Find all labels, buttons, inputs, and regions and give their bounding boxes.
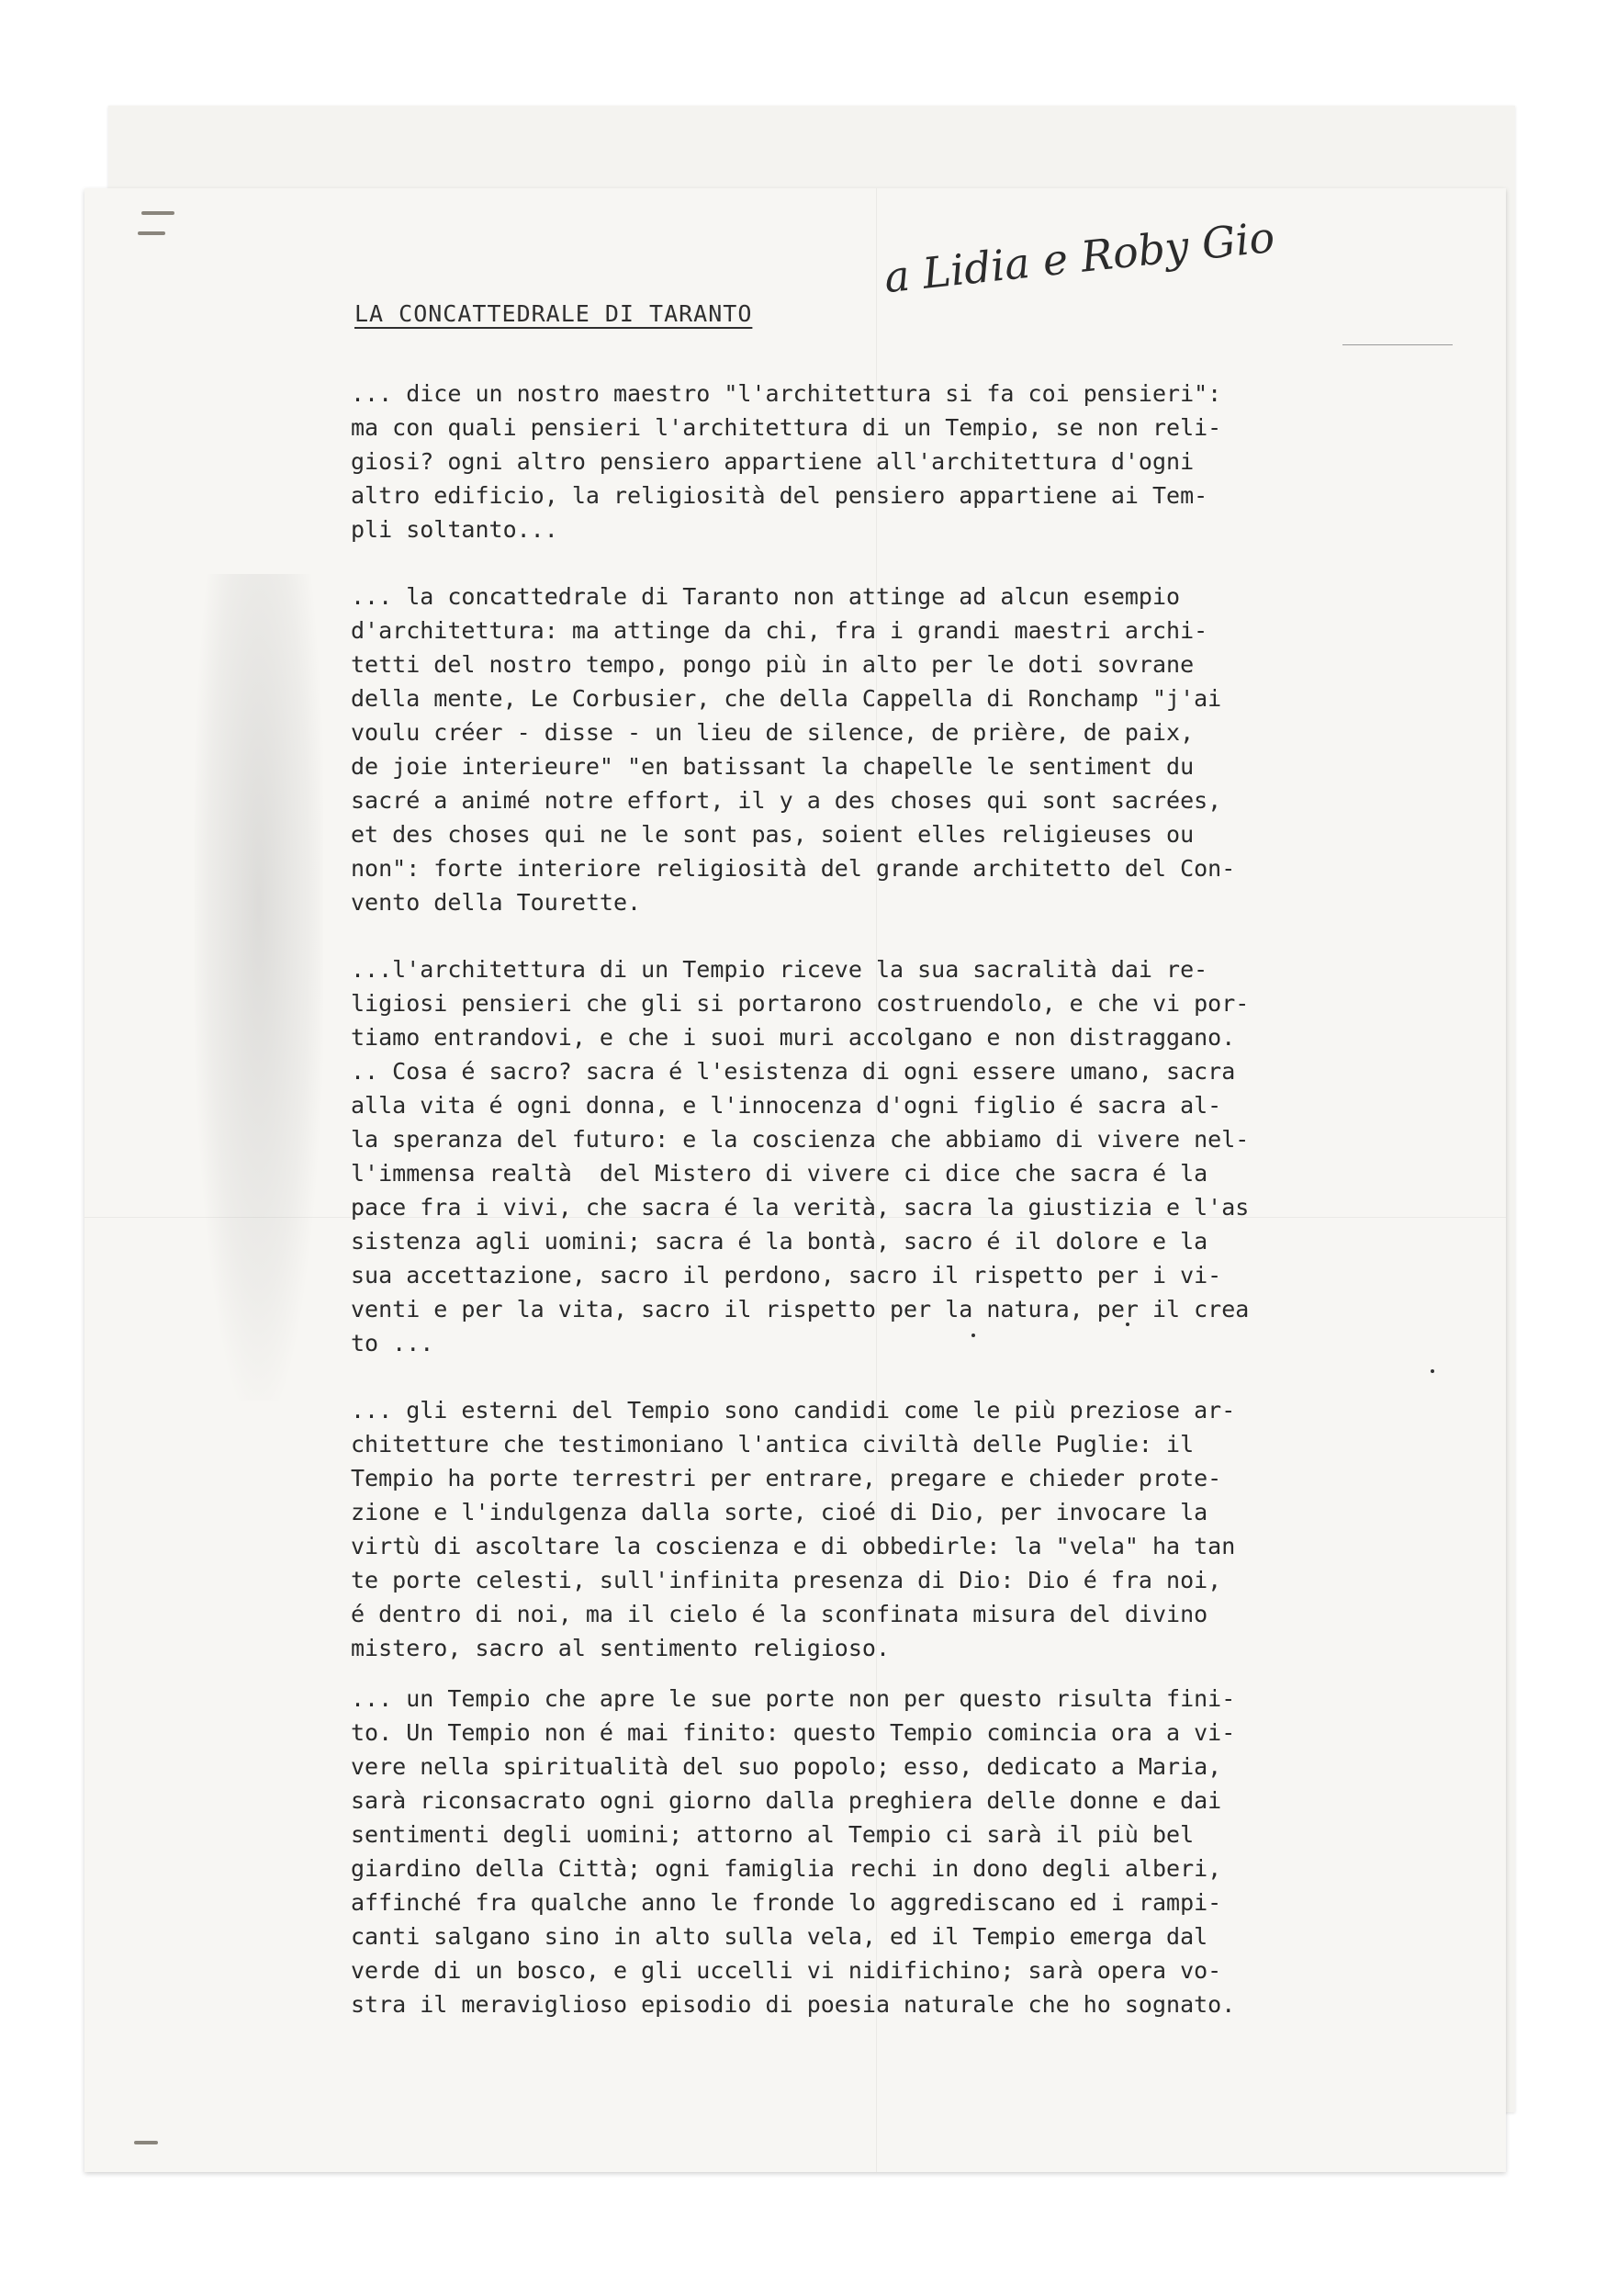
paragraph-5: ... un Tempio che apre le sue porte non per questo risulta fini- to. Un Tempio non é mai finito: questo Tempio comincia ora a vi- vere nella spiritualità del suo popolo; esso, dedicato a Maria, sarà riconsacrato ogni giorno dalla preghiera delle donne e dai sentimenti degli uomini; attorno al Tempio ci sarà il più bel giardino della Città; ogni famiglia rechi in dono degli alberi, affinché fra qualche anno le fronde lo aggrediscano ed i rampi- canti salgano sino in alto sulla vela, ed il Tempio emerga dal verde di un bosco, e gli uccelli vi nidifichino; sarà opera vo- stra il meraviglioso episodio di poesia naturale che ho sognato.	[351, 1685, 1236, 2018]
handwritten-dedication: a Lidia e Roby Gio	[881, 211, 1277, 303]
document-title: LA CONCATTEDRALE DI TARANTO	[354, 300, 753, 327]
paragraph-3: ...l'architettura di un Tempio riceve la sua sacralità dai re- ligiosi pensieri che gli si portarono costruendolo, e che vi por- tiamo entrandovi, e che i suoi muri accolgano e non distraggano. .. Cosa é sacro? sacra é l'esistenza di ogni essere umano, sacra alla vita é ogni donna, e l'innocenza d'ogni figlio é sacra al- la speranza del futuro: e la coscienza che abbiamo di vivere nel- l'immensa realtà del Mistero di vivere ci dice che sacra é la pace fra i vivi, che sacra é la verità, sacra la giustizia e l'as sistenza agli uomini; sacra é la bontà, sacro é il dolore e la sua accettazione, sacro il perdono, sacro il rispetto per i vi- venti e per la vita, sacro il rispetto per la natura, per il crea to ...	[351, 956, 1250, 1356]
toner-smudge	[195, 574, 323, 1401]
staple-mark-top-2	[138, 231, 165, 235]
stray-dot	[971, 1334, 975, 1337]
pencil-line	[1342, 344, 1453, 345]
paragraph-4: ... gli esterni del Tempio sono candidi come le più preziose ar- chitetture che testimoniano l'antica civiltà delle Puglie: il Tempio ha porte terrestri per entrare, pregare e chieder prote- zione e l'indulgenza dalla sorte, cioé di Dio, per invocare la virtù di ascoltare la coscienza e di obbedirle: la "vela" ha tan te porte celesti, sull'infinita presenza di Dio: Dio é fra noi, é dentro di noi, ma il cielo é la sconfinata misura del divino mistero, sacro al sentimento religioso.	[351, 1397, 1236, 1661]
typed-page	[84, 188, 1506, 2172]
body-text	[351, 377, 1544, 2021]
stray-dot	[1126, 1322, 1129, 1326]
paragraph-1: ... dice un nostro maestro "l'architettura si fa coi pensieri": ma con quali pensieri l'architettura di un Tempio, se non reli- giosi? ogni altro pensiero appartiene all'architettura d'ogni altro edificio, la religiosità del pensiero appartiene ai Tem- pli soltanto...	[351, 380, 1222, 543]
staple-mark-top	[141, 211, 174, 215]
staple-mark-bottom	[134, 2141, 158, 2144]
stray-dot	[1431, 1369, 1434, 1373]
paragraph-2: ... la concattedrale di Taranto non attinge ad alcun esempio d'architettura: ma attinge da chi, fra i grandi maestri archi- tetti del nostro tempo, pongo più in alto per le doti sovrane della mente, Le Corbusier, che della Cappella di Ronchamp "j'ai voulu créer - disse - un lieu de silence, de prière, de paix, de joie interieure" "en batissant la chapelle le sentiment du sacré a animé notre effort, il y a des choses qui sont sacrées, et des choses qui ne le sont pas, soient elles religieuses ou non": forte interiore religiosità del grande architetto del Con- vento della Tourette.	[351, 583, 1236, 916]
